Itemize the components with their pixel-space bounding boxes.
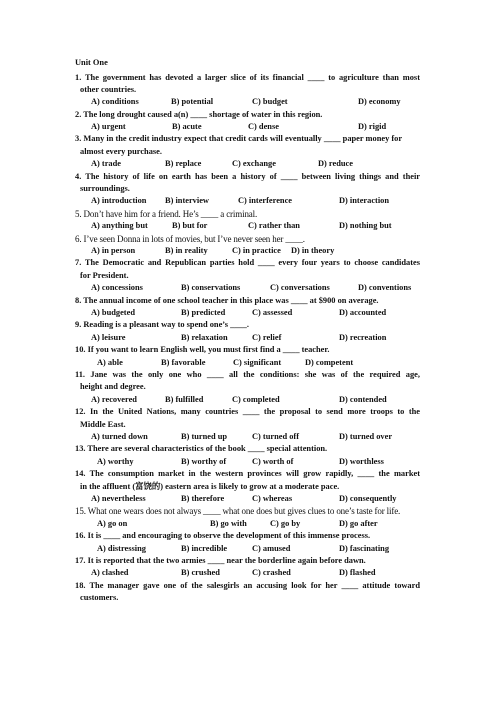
option-a: A) recovered bbox=[91, 394, 137, 404]
question-2 bbox=[75, 109, 420, 134]
question-stem-continuation: almost every purchase. bbox=[80, 146, 162, 156]
option-a: A) able bbox=[97, 357, 123, 367]
question-stem: 11. Jane was the only one who ____ all the conditions: she was of the required age, bbox=[75, 370, 420, 380]
option-a: A) conditions bbox=[91, 97, 139, 107]
option-b: B) potential bbox=[171, 97, 214, 107]
option-d: D) flashed bbox=[339, 568, 376, 578]
question-18 bbox=[75, 580, 420, 605]
option-d: D) consequently bbox=[339, 494, 397, 504]
option-c: C) go by bbox=[270, 518, 301, 528]
option-d: D) conventions bbox=[358, 283, 412, 293]
option-d: D) contended bbox=[339, 394, 387, 404]
answer-options bbox=[75, 121, 420, 133]
option-c: C) in practice bbox=[232, 246, 281, 256]
question-5 bbox=[75, 208, 420, 233]
option-b: B) therefore bbox=[181, 494, 225, 504]
question-stem-continuation: for President. bbox=[80, 270, 129, 280]
option-a: A) in person bbox=[91, 246, 136, 256]
option-d: D) fascinating bbox=[339, 543, 390, 553]
question-12 bbox=[75, 406, 420, 443]
question-stem-continuation: other countries. bbox=[80, 84, 137, 94]
unit-title: Unit One bbox=[75, 58, 108, 67]
answer-options bbox=[75, 431, 420, 443]
question-1 bbox=[75, 72, 420, 109]
option-a: A) anything but bbox=[91, 221, 148, 231]
option-d: D) interaction bbox=[339, 196, 390, 206]
option-c: C) relief bbox=[252, 332, 282, 342]
answer-options bbox=[75, 158, 420, 170]
option-c: C) whereas bbox=[252, 494, 293, 504]
option-b: B) interview bbox=[165, 196, 209, 206]
question-stem: 12. In the United Nations, many countries ____ the proposal to send more troops to the bbox=[75, 407, 420, 417]
option-b: B) fulfilled bbox=[165, 394, 204, 404]
question-stem: 3. Many in the credit industry expect that credit cards will eventually ____ paper money for bbox=[75, 134, 403, 144]
option-b: B) predicted bbox=[181, 308, 226, 318]
option-c: C) assessed bbox=[252, 308, 293, 318]
option-d: D) go after bbox=[339, 518, 378, 528]
option-b: B) crushed bbox=[181, 568, 220, 578]
question-6 bbox=[75, 233, 420, 258]
option-a: A) nevertheless bbox=[91, 494, 146, 504]
question-7 bbox=[75, 257, 420, 294]
question-stem: 7. The Democratic and Republican parties hold ____ every four years to choose candidates bbox=[75, 258, 420, 268]
option-b: B) relaxation bbox=[181, 332, 228, 342]
question-8 bbox=[75, 295, 420, 320]
answer-options bbox=[75, 394, 420, 406]
answer-options bbox=[75, 543, 420, 555]
question-stem: 5. Don’t have him for a friend. He’s ____ a criminal. bbox=[75, 208, 258, 219]
question-11 bbox=[75, 369, 420, 406]
option-c: C) conversations bbox=[270, 283, 330, 293]
option-b: B) but for bbox=[172, 221, 208, 231]
question-13 bbox=[75, 443, 420, 468]
option-b: B) go with bbox=[210, 518, 247, 528]
question-stem: 6. I’ve seen Donna in lots of movies, but I’ve never seen her ____. bbox=[75, 233, 305, 244]
option-c: C) interference bbox=[238, 196, 293, 206]
option-b: B) in reality bbox=[165, 246, 208, 256]
question-3 bbox=[75, 133, 420, 170]
option-c: C) rather than bbox=[248, 221, 300, 231]
option-b: B) incredible bbox=[181, 543, 228, 553]
question-16 bbox=[75, 530, 420, 555]
question-stem-continuation: height and degree. bbox=[80, 382, 146, 392]
question-10 bbox=[75, 344, 420, 369]
question-17 bbox=[75, 555, 420, 580]
option-a: A) budgeted bbox=[91, 308, 135, 318]
option-c: C) worth of bbox=[252, 456, 294, 466]
answer-options bbox=[75, 220, 420, 232]
option-b: B) worthy of bbox=[181, 456, 227, 466]
option-d: D) worthless bbox=[339, 456, 384, 466]
option-d: D) turned over bbox=[339, 432, 393, 442]
option-a: A) go on bbox=[97, 518, 128, 528]
option-d: D) rigid bbox=[358, 122, 387, 132]
option-a: A) distressing bbox=[97, 543, 146, 553]
option-d: D) accounted bbox=[339, 308, 387, 318]
answer-options bbox=[75, 493, 420, 505]
question-stem-continuation: surroundings. bbox=[80, 184, 130, 194]
option-d: D) competent bbox=[305, 357, 354, 367]
question-stem-continuation: Middle East. bbox=[80, 419, 126, 429]
question-stem: 13. There are several characteristics of the book ____ special attention. bbox=[75, 444, 328, 454]
answer-options bbox=[75, 195, 420, 207]
option-b: B) conservations bbox=[181, 283, 241, 293]
question-list bbox=[75, 72, 420, 605]
option-c: C) significant bbox=[233, 357, 282, 367]
question-stem: 17. It is reported that the two armies ____ near the borderline again before dawn. bbox=[75, 556, 366, 565]
option-b: B) acute bbox=[172, 122, 202, 132]
option-a: A) clashed bbox=[91, 568, 129, 578]
option-c: C) completed bbox=[232, 394, 280, 404]
question-stem: 15. What one wears does not always ____ what one does but gives clues to one’s taste for life. bbox=[75, 506, 401, 517]
option-c: C) amused bbox=[252, 543, 291, 553]
option-c: C) crashed bbox=[252, 568, 291, 578]
option-a: A) introduction bbox=[91, 196, 147, 206]
option-c: C) turned off bbox=[252, 432, 299, 442]
question-stem: 1. The government has devoted a larger slice of its financial ____ to agriculture than most bbox=[75, 72, 420, 82]
option-c: C) budget bbox=[252, 97, 288, 107]
answer-options bbox=[75, 518, 420, 530]
question-14 bbox=[75, 468, 420, 505]
option-a: A) turned down bbox=[91, 432, 148, 442]
question-stem: 4. The history of life on earth has been a history of ____ between living things and their bbox=[75, 171, 420, 181]
answer-options bbox=[75, 245, 420, 257]
option-b: B) favorable bbox=[161, 357, 206, 367]
answer-options bbox=[75, 567, 420, 579]
question-stem-continuation: in the affluent (富饶的) eastern area is likely to grow at a moderate pace. bbox=[80, 481, 340, 491]
option-d: D) nothing but bbox=[339, 221, 392, 231]
answer-options bbox=[75, 282, 420, 294]
option-c: C) exchange bbox=[232, 159, 276, 169]
option-a: A) urgent bbox=[91, 122, 126, 132]
question-stem: 18. The manager gave one of the salesgirls an accusing look for her ____ attitude toward bbox=[75, 580, 420, 590]
answer-options bbox=[75, 96, 420, 108]
answer-options bbox=[75, 307, 420, 319]
option-d: D) reduce bbox=[318, 159, 353, 169]
option-a: A) leisure bbox=[91, 332, 126, 342]
question-stem-continuation: customers. bbox=[80, 593, 119, 603]
answer-options bbox=[75, 456, 420, 468]
option-b: B) turned up bbox=[181, 432, 228, 442]
option-a: A) concessions bbox=[91, 283, 143, 293]
question-stem: 10. If you want to learn English well, you must first find a ____ teacher. bbox=[75, 345, 330, 355]
question-stem: 2. The long drought caused a(n) ____ shortage of water in this region. bbox=[75, 109, 323, 119]
option-a: A) worthy bbox=[97, 456, 134, 466]
option-d: D) economy bbox=[358, 97, 401, 107]
question-stem: 14. The consumption market in the western provinces will grow rapidly, ____ the market bbox=[75, 469, 420, 479]
question-stem: 9. Reading is a pleasant way to spend one’s ____. bbox=[75, 320, 249, 330]
option-d: D) in theory bbox=[291, 246, 335, 256]
answer-options bbox=[75, 332, 420, 344]
question-9 bbox=[75, 319, 420, 344]
answer-options bbox=[75, 357, 420, 369]
option-c: C) dense bbox=[248, 122, 279, 132]
question-4 bbox=[75, 171, 420, 208]
option-b: B) replace bbox=[165, 159, 202, 169]
question-15 bbox=[75, 505, 420, 530]
question-stem: 16. It is ____ and encouraging to observe the development of this immense process. bbox=[75, 531, 371, 541]
question-stem: 8. The annual income of one school teacher in this place was ____ at $900 on average. bbox=[75, 295, 379, 305]
option-a: A) trade bbox=[91, 159, 121, 169]
option-d: D) recreation bbox=[339, 332, 387, 342]
